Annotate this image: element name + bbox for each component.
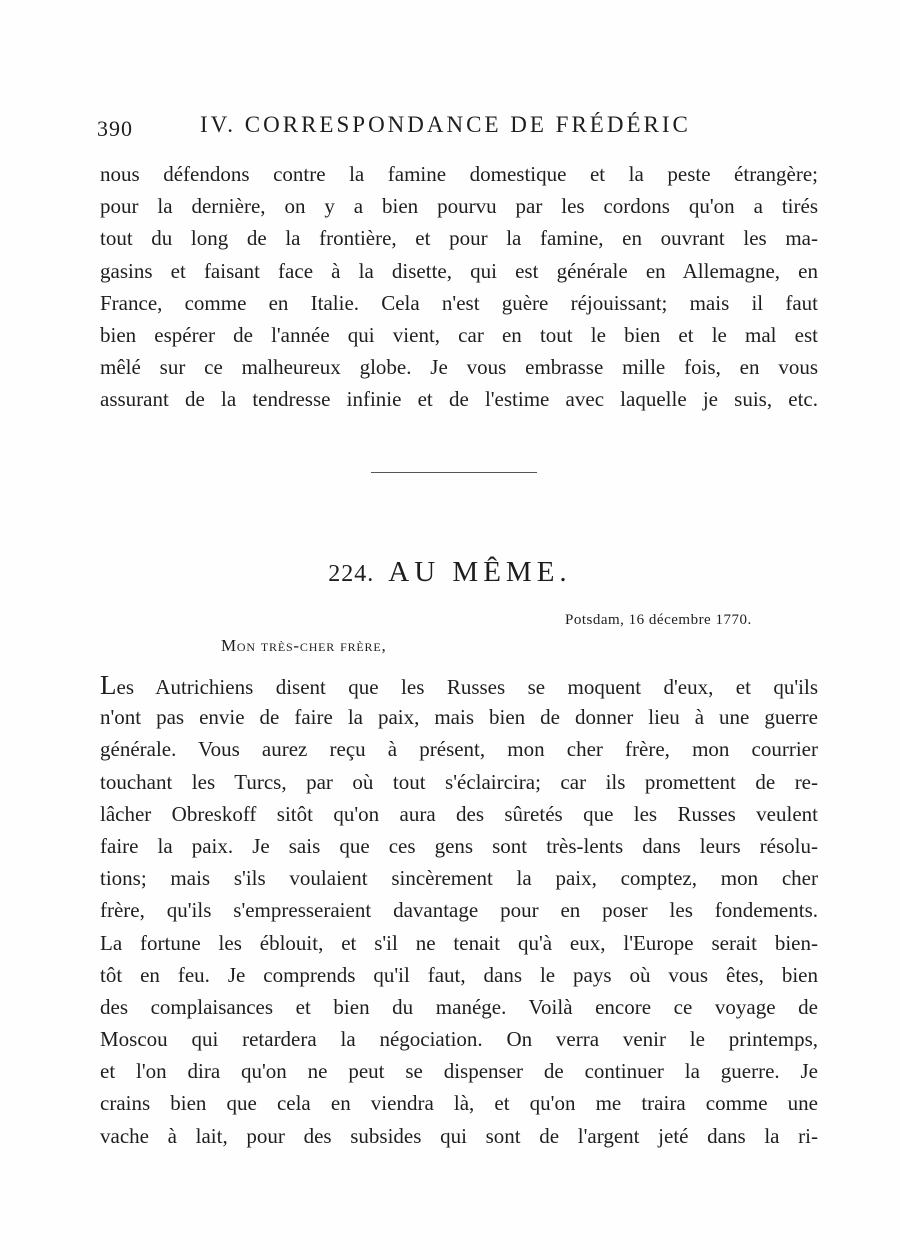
text-line: mêlé sur ce malheureux globe. Je vous embrasse mille fois, en vous: [100, 355, 818, 380]
text-line: pour la dernière, on y a bien pourvu par les cordons qu'on a tirés: [100, 194, 818, 219]
first-line-text: es Autrichiens disent que les Russes se moquent d'eux, et qu'ils: [116, 675, 818, 699]
drop-cap: L: [100, 670, 117, 700]
text-line: nous défendons contre la famine domestique et la peste étrangère;: [100, 162, 818, 186]
text-line: tôt en feu. Je comprends qu'il faut, dans le pays où vous êtes, bien: [100, 962, 818, 987]
letter-number: 224.: [328, 561, 375, 587]
text-line: tout du long de la frontière, et pour la famine, en ouvrant les ma-: [100, 226, 818, 251]
letter-body: [100, 669, 818, 1152]
text-line: frère, qu'ils s'empresseraient davantage pour en poser les fondements.: [100, 898, 818, 923]
text-line: n'ont pas envie de faire la paix, mais bien de donner lieu à une guerre: [100, 705, 818, 730]
text-line: tions; mais s'ils voulaient sincèrement la paix, comptez, mon cher: [100, 866, 818, 891]
continued-letter-text: [100, 158, 818, 416]
text-line: bien espérer de l'année qui vient, car en tout le bien et le mal est: [100, 322, 818, 347]
text-line: faire la paix. Je sais que ces gens sont très-lents dans leurs résolu-: [100, 833, 818, 858]
letter-title: AU MÊME.: [388, 556, 572, 588]
text-line: et l'on dira qu'on ne peut se dispenser de continuer la guerre. Je: [100, 1059, 818, 1084]
text-line: générale. Vous aurez reçu à présent, mon cher frère, mon courrier: [100, 737, 818, 762]
text-line: assurant de la tendresse infinie et de l'estime avec laquelle je suis, etc.: [100, 387, 818, 412]
salutation: Mon très-cher frère,: [221, 636, 387, 655]
text-line: lâcher Obreskoff sitôt qu'on aura des sûretés que les Russes veulent: [100, 801, 818, 826]
text-line: France, comme en Italie. Cela n'est guère réjouissant; mais il faut: [100, 290, 818, 315]
text-line: touchant les Turcs, par où tout s'éclaircira; car ils promettent de re-: [100, 769, 818, 794]
running-head: [97, 112, 737, 146]
page-number: 390: [97, 116, 133, 141]
place-date: Potsdam, 16 décembre 1770.: [565, 612, 752, 628]
text-line: vache à lait, pour des subsides qui sont de l'argent jeté dans la ri-: [100, 1123, 818, 1148]
text-line: Moscou qui retardera la négociation. On verra venir le printemps,: [100, 1027, 818, 1052]
text-line: gasins et faisant face à la disette, qui est générale en Allemagne, en: [100, 258, 818, 283]
running-head-title: IV. CORRESPONDANCE DE FRÉDÉRIC: [200, 112, 691, 137]
letter-heading: [0, 556, 900, 589]
section-divider: [371, 472, 537, 473]
text-line: des complaisances et bien du manége. Voilà encore ce voyage de: [100, 994, 818, 1019]
text-line-first: [100, 669, 818, 701]
text-line: La fortune les éblouit, et s'il ne tenait qu'à eux, l'Europe serait bien-: [100, 930, 818, 955]
text-line: crains bien que cela en viendra là, et qu'on me traira comme une: [100, 1091, 818, 1116]
